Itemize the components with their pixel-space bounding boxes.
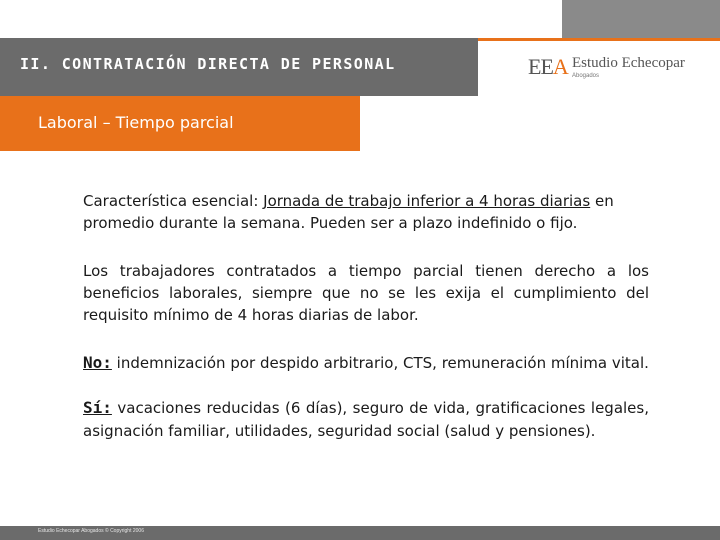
underlined-phrase: Jornada de trabajo inferior a 4 horas diarias xyxy=(263,192,591,210)
top-strip xyxy=(0,0,562,38)
paragraph-characteristic: Característica esencial: Jornada de trabajo inferior a 4 horas diarias en promedio durante la semana. Pueden ser a plazo indefinido o fijo. xyxy=(83,192,614,232)
paragraph-benefits: Los trabajadores contratados a tiempo parcial tienen derecho a los beneficios laborales, siempre que no se les exija el cumplimiento del requisito mínimo de 4 horas diarias de labor. xyxy=(83,262,649,324)
no-lead: No: xyxy=(83,353,112,372)
paragraph-no: No: indemnización por despido arbitrario, CTS, remuneración mínima vital. xyxy=(83,353,649,372)
logo-mark: EEA xyxy=(528,54,568,79)
company-logo xyxy=(528,54,708,84)
page-title: II. CONTRATACIÓN DIRECTA DE PERSONAL xyxy=(20,55,396,73)
logo-name: Estudio Echecopar xyxy=(572,55,685,71)
top-strip-corner xyxy=(562,0,720,38)
si-lead: Sí: xyxy=(83,398,112,417)
logo-subtitle: Abogados xyxy=(572,73,600,79)
paragraph-si: Sí: vacaciones reducidas (6 días), seguro de vida, gratificaciones legales, asignación familiar, utilidades, seguridad social (salud y pensiones). xyxy=(83,398,649,440)
slide-content xyxy=(83,190,649,443)
footer-copyright: Estudio Echecopar Abogados © Copyright 2006 xyxy=(38,528,144,534)
section-label: Laboral – Tiempo parcial xyxy=(38,113,234,132)
header-accent-rule xyxy=(478,38,720,41)
